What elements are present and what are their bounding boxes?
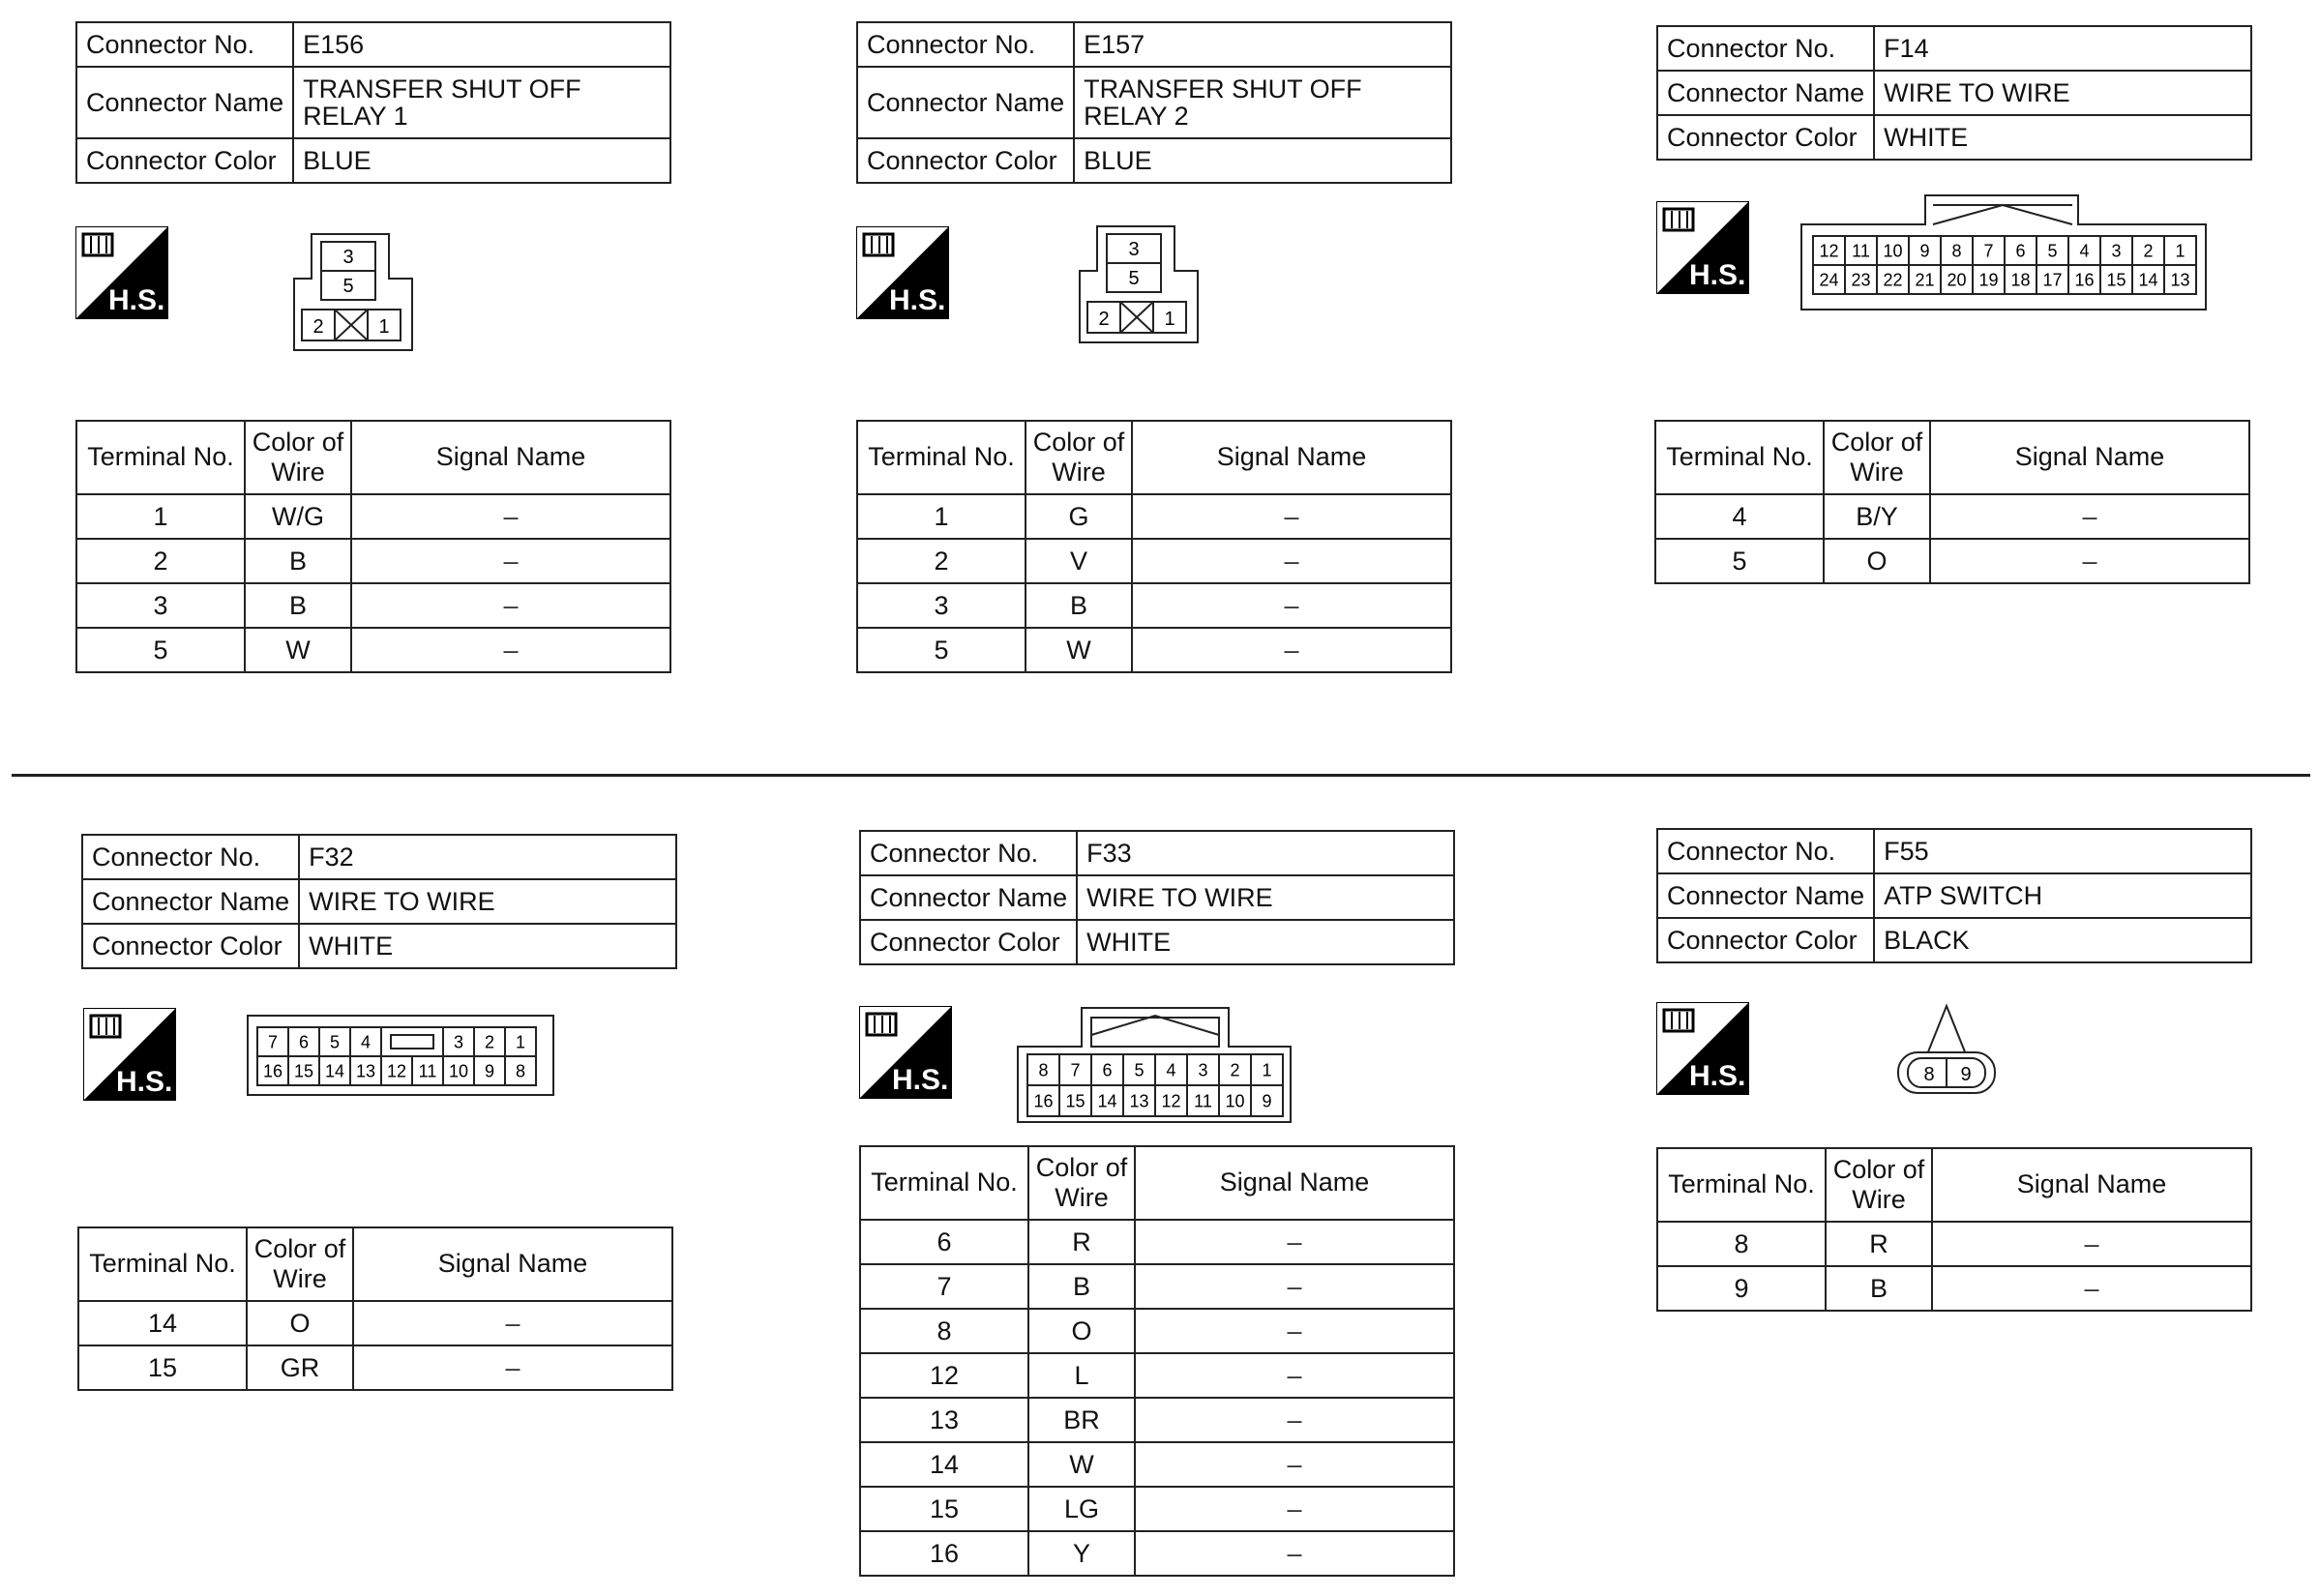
harness-side-icon — [1656, 1002, 1749, 1095]
terminal-no-header: Terminal No. — [860, 1146, 1028, 1220]
pin-label: 16 — [1033, 1091, 1054, 1111]
pin-label: 4 — [360, 1032, 372, 1052]
pin-label: 23 — [1851, 270, 1871, 290]
connector-name-label: Connector Name — [1657, 873, 1874, 918]
pin-label: 2 — [312, 316, 324, 338]
connector-name-value: ATP SWITCH — [1874, 873, 2251, 918]
connector-color-label: Connector Color — [857, 138, 1074, 183]
terminal-cell: 7 — [860, 1264, 1028, 1309]
wire-color-cell: W/G — [245, 494, 351, 539]
signal-cell: – — [1135, 1220, 1454, 1264]
signal-cell: – — [1932, 1222, 2251, 1266]
connector-no-value: F33 — [1077, 831, 1454, 875]
connector-color-label: Connector Color — [1657, 918, 1874, 962]
terminal-cell: 2 — [857, 539, 1026, 583]
pin-label: 7 — [1983, 241, 1994, 261]
pin-label: 11 — [1852, 241, 1870, 261]
table-row — [857, 539, 1451, 583]
terminal-table-f14 — [1654, 420, 2250, 584]
table-row — [76, 494, 670, 539]
terminal-cell: 1 — [76, 494, 245, 539]
table-row — [857, 583, 1451, 628]
hs-label: H.S. — [892, 1064, 949, 1096]
table-row — [78, 1345, 672, 1390]
pin-label: 10 — [448, 1061, 469, 1081]
terminal-cell: 4 — [1655, 494, 1824, 539]
connector-face-diagram — [1894, 1002, 1999, 1099]
terminal-table — [859, 1145, 1455, 1577]
connector-name-value: WIRE TO WIRE — [1077, 875, 1454, 920]
connector-name-value: TRANSFER SHUT OFF RELAY 1 — [293, 67, 670, 138]
connector-info-table — [81, 834, 677, 969]
terminal-table-e156 — [75, 420, 671, 673]
connector-no-label: Connector No. — [76, 22, 293, 67]
pin-label: 1 — [378, 316, 390, 338]
pin-label: 6 — [298, 1032, 310, 1052]
pin-label: 8 — [1923, 1064, 1935, 1085]
pin-label: 15 — [1065, 1091, 1085, 1111]
connector-face-diagram — [292, 232, 414, 354]
connector-name-label: Connector Name — [857, 67, 1074, 138]
connector-face-diagram — [246, 1014, 555, 1099]
pin-label: 10 — [1883, 241, 1903, 261]
harness-side-icon — [75, 226, 168, 319]
signal-cell: – — [351, 628, 670, 672]
section-divider — [12, 774, 2310, 777]
table-row — [76, 628, 670, 672]
terminal-cell: 1 — [857, 494, 1026, 539]
signal-cell: – — [1135, 1353, 1454, 1398]
pin-label: 5 — [1128, 268, 1140, 289]
connector-color-label: Connector Color — [76, 138, 293, 183]
terminal-cell: 8 — [1657, 1222, 1826, 1266]
pin-label: 3 — [1198, 1060, 1208, 1080]
connector-no-value: F32 — [299, 835, 676, 879]
connector-info-table — [859, 830, 1455, 965]
pin-label: 12 — [1819, 241, 1839, 261]
wire-color-cell: B — [245, 583, 351, 628]
wire-color-cell: W — [245, 628, 351, 672]
terminal-cell: 6 — [860, 1220, 1028, 1264]
pin-label: 6 — [2015, 241, 2026, 261]
terminal-cell: 2 — [76, 539, 245, 583]
pin-label: 14 — [1097, 1091, 1117, 1111]
wire-color-cell: B — [1026, 583, 1132, 628]
terminal-cell: 5 — [1655, 539, 1824, 583]
pin-label: 16 — [2074, 270, 2095, 290]
terminal-table-f55 — [1656, 1147, 2252, 1312]
connector-face-diagram — [1798, 192, 2210, 313]
wire-color-cell: W — [1028, 1442, 1135, 1487]
pin-label: 5 — [342, 276, 354, 297]
pin-label: 20 — [1947, 270, 1967, 290]
connector-color-label: Connector Color — [1657, 115, 1874, 160]
harness-side-icon — [859, 1006, 952, 1099]
table-row — [860, 1264, 1454, 1309]
pin-label: 24 — [1819, 270, 1839, 290]
connector-face-diagram — [1078, 224, 1200, 346]
signal-cell: – — [351, 583, 670, 628]
connector-e156 — [75, 21, 671, 184]
signal-name-header: Signal Name — [1932, 1148, 2251, 1222]
signal-cell: – — [1132, 539, 1451, 583]
wire-color-cell: O — [247, 1301, 353, 1345]
pin-label: 2 — [1230, 1060, 1240, 1080]
signal-cell: – — [1135, 1398, 1454, 1442]
terminal-cell: 3 — [76, 583, 245, 628]
terminal-table — [856, 420, 1452, 673]
pin-label: 11 — [418, 1061, 437, 1081]
hs-label: H.S. — [1689, 259, 1746, 291]
connector-no-label: Connector No. — [1657, 26, 1874, 71]
signal-cell: – — [1932, 1266, 2251, 1311]
pin-label: 1 — [1262, 1060, 1272, 1080]
pin-label: 4 — [1166, 1060, 1176, 1080]
signal-cell: – — [353, 1345, 672, 1390]
connector-f55 — [1656, 828, 2252, 963]
signal-name-header: Signal Name — [1930, 421, 2249, 494]
terminal-cell: 3 — [857, 583, 1026, 628]
pin-label: 12 — [386, 1061, 407, 1081]
signal-name-header: Signal Name — [353, 1227, 672, 1301]
connector-name-label: Connector Name — [76, 67, 293, 138]
wire-color-cell: W — [1026, 628, 1132, 672]
terminal-cell: 12 — [860, 1353, 1028, 1398]
connector-face-diagram — [1014, 1004, 1294, 1126]
connector-name-value: WIRE TO WIRE — [1874, 71, 2251, 115]
wire-color-cell: R — [1826, 1222, 1932, 1266]
table-row — [860, 1531, 1454, 1576]
terminal-cell: 16 — [860, 1531, 1028, 1576]
terminal-no-header: Terminal No. — [1655, 421, 1824, 494]
connector-name-value: TRANSFER SHUT OFF RELAY 2 — [1074, 67, 1451, 138]
table-row — [860, 1487, 1454, 1531]
signal-cell: – — [1135, 1309, 1454, 1353]
pin-label: 15 — [2106, 270, 2126, 290]
terminal-table — [75, 420, 671, 673]
table-row — [1657, 1266, 2251, 1311]
pin-label: 9 — [1960, 1064, 1972, 1085]
connector-color-label: Connector Color — [860, 920, 1077, 964]
pin-label: 9 — [484, 1061, 495, 1081]
wire-color-cell: O — [1824, 539, 1930, 583]
pin-label: 8 — [1951, 241, 1962, 261]
connector-color-value: WHITE — [1077, 920, 1454, 964]
table-row — [860, 1398, 1454, 1442]
terminal-no-header: Terminal No. — [76, 421, 245, 494]
table-row — [1655, 494, 2249, 539]
terminal-table — [77, 1227, 673, 1391]
pin-label: 3 — [2111, 241, 2122, 261]
connector-info-table — [75, 21, 671, 184]
table-row — [860, 1309, 1454, 1353]
connector-f32 — [81, 834, 677, 969]
connector-name-label: Connector Name — [860, 875, 1077, 920]
pin-label: 13 — [355, 1061, 376, 1081]
pin-label: 9 — [1919, 241, 1930, 261]
connector-no-label: Connector No. — [1657, 829, 1874, 873]
connector-no-value: E156 — [293, 22, 670, 67]
signal-cell: – — [351, 539, 670, 583]
terminal-cell: 15 — [78, 1345, 247, 1390]
pin-label: 3 — [1128, 239, 1140, 260]
signal-cell: – — [1132, 583, 1451, 628]
connector-color-value: WHITE — [1874, 115, 2251, 160]
signal-cell: – — [1132, 628, 1451, 672]
terminal-table-e157 — [856, 420, 1452, 673]
connector-color-value: BLACK — [1874, 918, 2251, 962]
table-row — [1657, 1222, 2251, 1266]
table-row — [76, 583, 670, 628]
terminal-no-header: Terminal No. — [857, 421, 1026, 494]
wire-color-cell: R — [1028, 1220, 1135, 1264]
pin-label: 8 — [515, 1061, 526, 1081]
pin-label: 7 — [1070, 1060, 1081, 1080]
signal-cell: – — [351, 494, 670, 539]
color-of-wire-header: Color of Wire — [1026, 421, 1132, 494]
pin-label: 1 — [2175, 241, 2185, 261]
signal-cell: – — [1135, 1487, 1454, 1531]
pin-label: 11 — [1194, 1091, 1212, 1111]
connector-no-label: Connector No. — [857, 22, 1074, 67]
pin-label: 18 — [2010, 270, 2031, 290]
wire-color-cell: Y — [1028, 1531, 1135, 1576]
pin-label: 3 — [342, 247, 354, 268]
connector-name-value: WIRE TO WIRE — [299, 879, 676, 924]
terminal-no-header: Terminal No. — [78, 1227, 247, 1301]
wire-color-cell: GR — [247, 1345, 353, 1390]
pin-label: 2 — [2143, 241, 2154, 261]
pin-label: 12 — [1161, 1091, 1181, 1111]
pin-label: 1 — [515, 1032, 526, 1052]
color-of-wire-header: Color of Wire — [247, 1227, 353, 1301]
connector-info-table — [1656, 828, 2252, 963]
table-row — [857, 494, 1451, 539]
color-of-wire-header: Color of Wire — [1826, 1148, 1932, 1222]
pin-label: 14 — [324, 1061, 345, 1081]
terminal-table — [1656, 1147, 2252, 1312]
wire-color-cell: B — [245, 539, 351, 583]
pin-label: 13 — [1129, 1091, 1149, 1111]
connector-info-table — [1656, 25, 2252, 161]
wire-color-cell: G — [1026, 494, 1132, 539]
connector-color-label: Connector Color — [82, 924, 299, 968]
signal-name-header: Signal Name — [1135, 1146, 1454, 1220]
connector-no-label: Connector No. — [860, 831, 1077, 875]
signal-cell: – — [1135, 1264, 1454, 1309]
color-of-wire-header: Color of Wire — [1824, 421, 1930, 494]
terminal-table-f32 — [77, 1227, 673, 1391]
terminal-cell: 14 — [78, 1301, 247, 1345]
pin-label: 14 — [2138, 270, 2158, 290]
pin-label: 5 — [1134, 1060, 1145, 1080]
terminal-table-f33 — [859, 1145, 1455, 1577]
connector-no-value: F55 — [1874, 829, 2251, 873]
signal-cell: – — [1135, 1531, 1454, 1576]
table-row — [860, 1220, 1454, 1264]
signal-cell: – — [1930, 539, 2249, 583]
table-row — [1655, 539, 2249, 583]
terminal-cell: 9 — [1657, 1266, 1826, 1311]
pin-label: 1 — [1164, 309, 1175, 330]
pin-label: 16 — [262, 1061, 283, 1081]
connector-info-table — [856, 21, 1452, 184]
pin-label: 7 — [267, 1032, 279, 1052]
table-row — [76, 539, 670, 583]
connector-color-value: WHITE — [299, 924, 676, 968]
table-row — [857, 628, 1451, 672]
hs-label: H.S. — [116, 1066, 173, 1098]
table-row — [78, 1301, 672, 1345]
connector-name-label: Connector Name — [82, 879, 299, 924]
connector-color-value: BLUE — [1074, 138, 1451, 183]
pin-label: 13 — [2170, 270, 2190, 290]
pin-label: 2 — [1098, 309, 1110, 330]
hs-label: H.S. — [889, 284, 946, 316]
connector-f14 — [1656, 25, 2252, 161]
table-row — [860, 1353, 1454, 1398]
terminal-cell: 5 — [76, 628, 245, 672]
signal-cell: – — [1132, 494, 1451, 539]
terminal-cell: 14 — [860, 1442, 1028, 1487]
pin-label: 19 — [1978, 270, 1999, 290]
wire-color-cell: BR — [1028, 1398, 1135, 1442]
wire-color-cell: B — [1826, 1266, 1932, 1311]
pin-label: 9 — [1262, 1091, 1272, 1111]
pin-label: 17 — [2042, 270, 2063, 290]
wire-color-cell: B — [1028, 1264, 1135, 1309]
pin-label: 2 — [484, 1032, 495, 1052]
connector-e157 — [856, 21, 1452, 184]
signal-name-header: Signal Name — [1132, 421, 1451, 494]
harness-side-icon — [83, 1008, 176, 1101]
harness-side-icon — [1656, 201, 1749, 294]
terminal-no-header: Terminal No. — [1657, 1148, 1826, 1222]
pin-label: 5 — [2047, 241, 2058, 261]
pin-label: 21 — [1915, 270, 1935, 290]
connector-name-label: Connector Name — [1657, 71, 1874, 115]
color-of-wire-header: Color of Wire — [245, 421, 351, 494]
terminal-table — [1654, 420, 2250, 584]
wire-color-cell: V — [1026, 539, 1132, 583]
connector-f33 — [859, 830, 1455, 965]
pin-label: 3 — [453, 1032, 464, 1052]
harness-side-icon — [856, 226, 949, 319]
connector-no-label: Connector No. — [82, 835, 299, 879]
pin-label: 6 — [1102, 1060, 1113, 1080]
pin-label: 8 — [1038, 1060, 1049, 1080]
wire-color-cell: L — [1028, 1353, 1135, 1398]
table-row — [860, 1442, 1454, 1487]
wire-color-cell: LG — [1028, 1487, 1135, 1531]
pin-label: 22 — [1883, 270, 1903, 290]
hs-label: H.S. — [108, 284, 165, 316]
signal-cell: – — [1930, 494, 2249, 539]
pin-label: 4 — [2079, 241, 2090, 261]
connector-no-value: E157 — [1074, 22, 1451, 67]
terminal-cell: 13 — [860, 1398, 1028, 1442]
color-of-wire-header: Color of Wire — [1028, 1146, 1135, 1220]
signal-cell: – — [353, 1301, 672, 1345]
signal-cell: – — [1135, 1442, 1454, 1487]
hs-label: H.S. — [1689, 1060, 1746, 1092]
wire-color-cell: B/Y — [1824, 494, 1930, 539]
pin-label: 10 — [1225, 1091, 1245, 1111]
wire-color-cell: O — [1028, 1309, 1135, 1353]
terminal-cell: 8 — [860, 1309, 1028, 1353]
signal-name-header: Signal Name — [351, 421, 670, 494]
pin-grid — [257, 1027, 536, 1085]
connector-color-value: BLUE — [293, 138, 670, 183]
pin-label: 15 — [293, 1061, 314, 1081]
terminal-cell: 15 — [860, 1487, 1028, 1531]
connector-no-value: F14 — [1874, 26, 2251, 71]
pin-label: 5 — [329, 1032, 341, 1052]
terminal-cell: 5 — [857, 628, 1026, 672]
